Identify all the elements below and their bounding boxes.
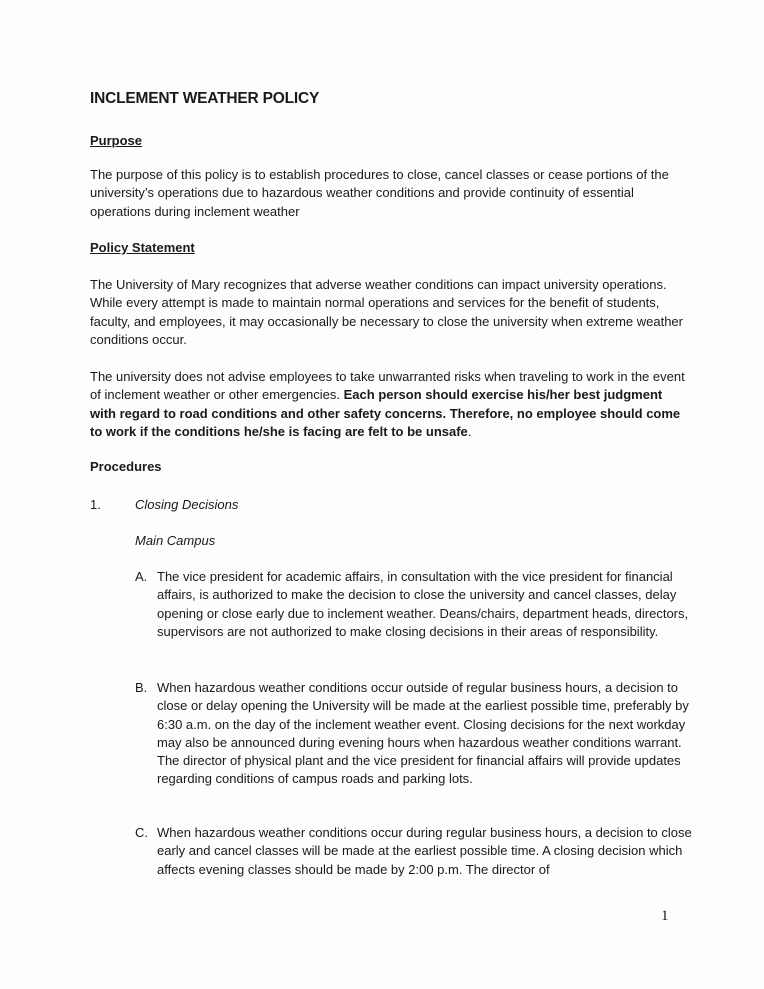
procedure-item-c: [135, 824, 695, 879]
procedures-heading: Procedures: [90, 459, 162, 474]
closing-decisions-title: Closing Decisions: [135, 497, 239, 512]
policy-statement-paragraph-2: [90, 368, 690, 441]
item-text: When hazardous weather conditions occur during regular business hours, a decision to close early and cancel classes will be made at the earliest possible time. A closing decision which affects evening classes should be made by 2:00 p.m. The director of: [157, 825, 692, 877]
item-text: The vice president for academic affairs, in consultation with the vice president for financial affairs, is authorized to make the decision to close the university and cancel classes, delay opening or close early due to inclement weather. Deans/chairs, department heads, directors, supervisors are not authorized to make closing decisions in their areas of responsibility.: [157, 569, 689, 639]
policy-statement-heading: Policy Statement: [90, 240, 195, 255]
purpose-paragraph: The purpose of this policy is to establish procedures to close, cancel classes or cease portions of the university’s operations due to hazardous weather conditions and provide continuity of essential operations during inclement weather: [90, 167, 669, 219]
paragraph-2-bold-text: Each person should exercise his/her best judgment with regard to road conditions and other safety concerns. Therefore, no employee should come to work if the conditions he/she is facing are felt to be unsafe: [90, 387, 681, 439]
item-text: When hazardous weather conditions occur outside of regular business hours, a decision to close or delay opening the University will be made at the earliest possible time, preferably by 6:30 a.m. on the day of the inclement weather event. Closing decisions for the next workday may also be announced during evening hours when hazardous weather conditions warrant. The director of physical plant and the vice president for financial affairs will provide updates regarding conditions of campus roads and parking lots.: [157, 680, 689, 787]
item-letter: B.: [135, 680, 148, 695]
item-number: 1.: [90, 497, 101, 512]
policy-statement-paragraph-1: The University of Mary recognizes that adverse weather conditions can impact university operations. While every attempt is made to maintain normal operations and services for the benefit of students, faculty, and employees, it may occasionally be necessary to close the university when extreme weather conditions occur.: [90, 277, 683, 347]
procedure-item-a: [135, 568, 695, 641]
main-campus-subheading: Main Campus: [135, 533, 216, 548]
item-letter: C.: [135, 825, 148, 840]
item-letter: A.: [135, 569, 148, 584]
paragraph-2-plain-text: The university does not advise employees to take unwarranted risks when traveling to work in the event of inclement weather or other emergencies.: [90, 369, 685, 403]
purpose-heading: Purpose: [90, 133, 143, 148]
paragraph-2-end: .: [467, 423, 472, 439]
page-number: 1: [661, 908, 669, 924]
document-title: INCLEMENT WEATHER POLICY: [90, 90, 320, 107]
procedure-item-b: [135, 679, 695, 789]
